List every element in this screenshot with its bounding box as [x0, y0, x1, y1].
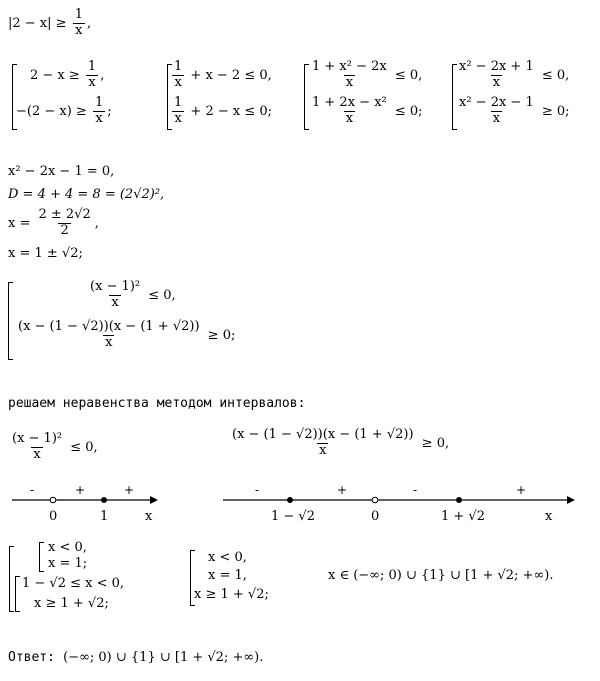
- system1-row1: 2 − x ≥ $\frac{1}{x}$ ,: [30, 59, 105, 90]
- inequality-a: $\frac{\text{(x − 1)²}}{x}$ ≤ 0,: [12, 431, 98, 462]
- number-line-2: [215, 480, 585, 530]
- sign-label: +: [337, 483, 348, 497]
- axis-arrow: [567, 496, 575, 504]
- point-label: 1: [100, 509, 109, 524]
- axis-arrow: [150, 496, 158, 504]
- point-label: 1 − √2: [271, 509, 315, 524]
- sign-label: -: [30, 483, 35, 497]
- axis-var-label: x: [145, 509, 153, 524]
- sign-label: +: [75, 483, 86, 497]
- inequality-b: $\frac{(x - (1 - √2))(x - (1 + √2))}{x}$ ≥ 0,: [232, 427, 450, 458]
- system1-row2: −(2 − x) ≥ $\frac{1}{x}$ ;: [16, 95, 112, 126]
- system2-row1: $\frac{1}{x}$ + x − 2 ≤ 0,: [174, 59, 272, 90]
- system5-row1: $\frac{\text{(x − 1)²}}{x}$ ≤ 0,: [90, 279, 176, 310]
- closed-point: [101, 497, 107, 503]
- system2-row2: $\frac{1}{x}$ + 2 − x ≤ 0;: [174, 95, 273, 126]
- result2-row-b: x = 1,: [208, 568, 247, 583]
- open-point: [50, 497, 56, 503]
- point-label: 0: [371, 509, 380, 524]
- roots-value: x = 1 ± √2;: [8, 246, 83, 261]
- sign-label: -: [413, 483, 418, 497]
- result1-row-b: x = 1;: [48, 556, 88, 571]
- system5-row2: $\frac{(x - (1 - √2))(x - (1 + √2))}{x}$ ≥ 0;: [18, 319, 236, 350]
- system4-row2: $\frac{\text{x² − 2x − 1}}{x}$ ≥ 0;: [459, 95, 570, 126]
- result1-row-d: x ≥ 1 + √2;: [34, 596, 109, 611]
- sign-label: -: [255, 483, 260, 497]
- system-bracket: [9, 546, 14, 612]
- result2-row-c: x ≥ 1 + √2;: [194, 587, 269, 602]
- roots-formula: x = $\frac{2 \pm 2√2}{2}$ ,: [8, 207, 99, 238]
- system-bracket: [39, 542, 44, 572]
- closed-point: [287, 497, 293, 503]
- answer-line: [8, 650, 263, 665]
- method-text: решаем неравенства методом интервалов:: [8, 396, 306, 411]
- point-label: 1 + √2: [441, 509, 485, 524]
- result2-row-a: x < 0,: [208, 550, 247, 565]
- axis-var-label: x: [545, 509, 553, 524]
- system-bracket: [8, 282, 13, 360]
- number-line-1: [0, 480, 190, 530]
- answer-label: Ответ:: [8, 650, 55, 665]
- solution-set: x ∈ (−∞; 0) ∪ {1} ∪ [1 + √2; +∞).: [328, 568, 554, 583]
- quadratic-equation: x² − 2x − 1 = 0,: [8, 164, 115, 179]
- result1-row-c: 1 − √2 ≤ x < 0,: [22, 576, 125, 591]
- point-label: 0: [49, 509, 58, 524]
- system3-row2: $\frac{\text{1 + 2x − x²}}{x}$ ≤ 0;: [312, 95, 423, 126]
- result1-row-a: x < 0,: [48, 540, 87, 555]
- open-point: [372, 497, 378, 503]
- discriminant: D = 4 + 4 = 8 = (2√2)²,: [8, 187, 165, 202]
- system3-row1: $\frac{\text{1 + x² − 2x}}{x}$ ≤ 0,: [312, 59, 423, 90]
- absolute-value-inequality: |2 − x| ≥ $\frac{1}{x}$ ,: [8, 7, 92, 38]
- answer-value: (−∞; 0) ∪ {1} ∪ [1 + √2; +∞).: [63, 650, 264, 665]
- system-bracket: [15, 576, 20, 612]
- sign-label: +: [124, 483, 135, 497]
- system4-row1: $\frac{\text{x² − 2x + 1}}{x}$ ≤ 0,: [459, 59, 570, 90]
- sign-label: +: [516, 483, 527, 497]
- closed-point: [456, 497, 462, 503]
